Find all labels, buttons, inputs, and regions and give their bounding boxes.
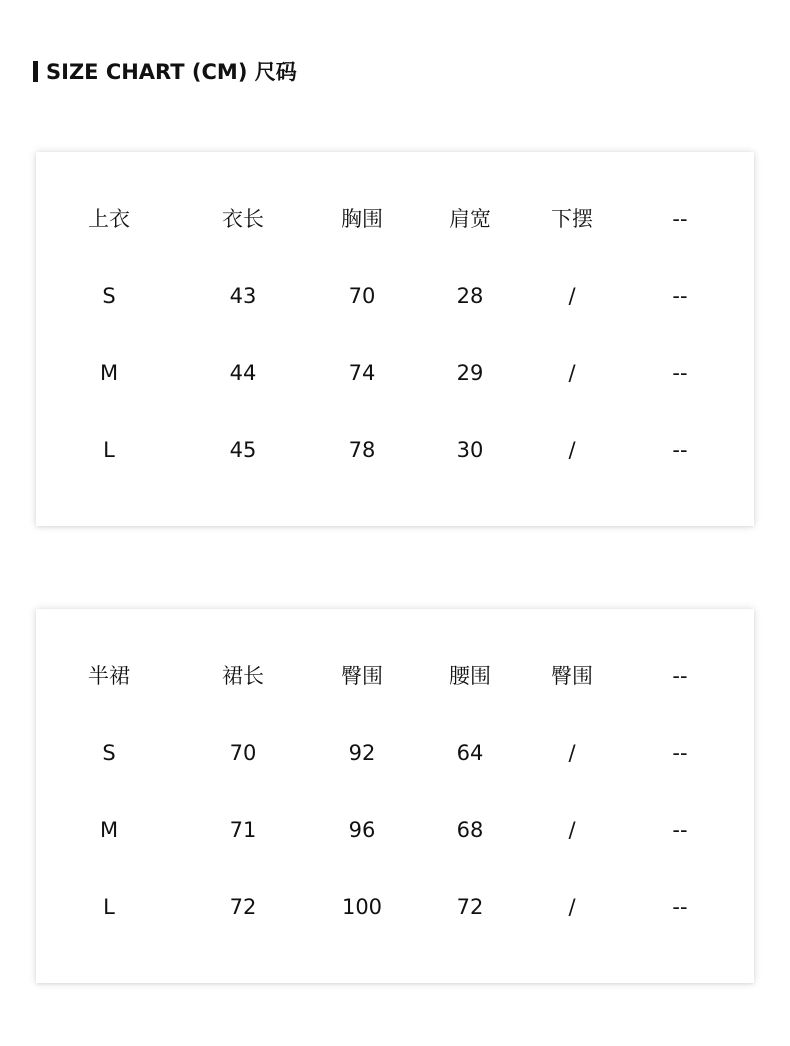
table-cell: L bbox=[103, 895, 115, 919]
table-cell: 29 bbox=[456, 361, 484, 385]
table-row bbox=[36, 887, 754, 927]
table-cell: S bbox=[102, 741, 116, 765]
header-cell: 臀围 bbox=[341, 664, 383, 688]
table-cell: 100 bbox=[341, 895, 383, 919]
table-cell: 28 bbox=[456, 284, 484, 308]
table-cell: 71 bbox=[229, 818, 257, 842]
table-header-row bbox=[36, 199, 754, 239]
table-cell: -- bbox=[672, 818, 688, 842]
header-cell: 腰围 bbox=[449, 664, 491, 688]
table-cell: 72 bbox=[456, 895, 484, 919]
table-cell: 68 bbox=[456, 818, 484, 842]
table-row bbox=[36, 733, 754, 773]
table-cell: 70 bbox=[229, 741, 257, 765]
table-row bbox=[36, 810, 754, 850]
table-cell: 64 bbox=[456, 741, 484, 765]
table-cell: -- bbox=[672, 741, 688, 765]
table-cell: -- bbox=[672, 438, 688, 462]
table-cell: 45 bbox=[229, 438, 257, 462]
table-row bbox=[36, 353, 754, 393]
table-cell: M bbox=[99, 818, 119, 842]
skirt-size-table bbox=[36, 609, 754, 983]
table-cell: / bbox=[568, 818, 576, 842]
table-cell: L bbox=[103, 438, 115, 462]
header-cell: -- bbox=[672, 664, 688, 688]
header-cell: -- bbox=[672, 207, 688, 231]
header-cell: 下摆 bbox=[551, 207, 593, 231]
tops-size-table bbox=[36, 152, 754, 526]
table-row bbox=[36, 276, 754, 316]
header-cell: 臀围 bbox=[551, 664, 593, 688]
table-cell: 96 bbox=[348, 818, 376, 842]
table-cell: / bbox=[568, 284, 576, 308]
page-title: SIZE CHART (CM) 尺码 bbox=[46, 60, 297, 84]
header-cell: 衣长 bbox=[222, 207, 264, 231]
table-cell: S bbox=[102, 284, 116, 308]
table-cell: -- bbox=[672, 361, 688, 385]
table-cell: 92 bbox=[348, 741, 376, 765]
table-cell: 30 bbox=[456, 438, 484, 462]
header-cell: 半裙 bbox=[88, 664, 130, 688]
table-cell: / bbox=[568, 895, 576, 919]
heading-accent-bar bbox=[33, 61, 38, 82]
table-cell: / bbox=[568, 361, 576, 385]
table-row bbox=[36, 430, 754, 470]
table-cell: / bbox=[568, 741, 576, 765]
table-cell: -- bbox=[672, 895, 688, 919]
header-cell: 上衣 bbox=[88, 207, 130, 231]
table-cell: 70 bbox=[348, 284, 376, 308]
table-cell: M bbox=[99, 361, 119, 385]
table-header-row bbox=[36, 656, 754, 696]
header-cell: 肩宽 bbox=[449, 207, 491, 231]
size-chart-heading bbox=[33, 56, 297, 86]
table-cell: 43 bbox=[229, 284, 257, 308]
table-cell: 78 bbox=[348, 438, 376, 462]
header-cell: 胸围 bbox=[341, 207, 383, 231]
header-cell: 裙长 bbox=[222, 664, 264, 688]
table-cell: 74 bbox=[348, 361, 376, 385]
table-cell: / bbox=[568, 438, 576, 462]
table-cell: 72 bbox=[229, 895, 257, 919]
table-cell: -- bbox=[672, 284, 688, 308]
table-cell: 44 bbox=[229, 361, 257, 385]
